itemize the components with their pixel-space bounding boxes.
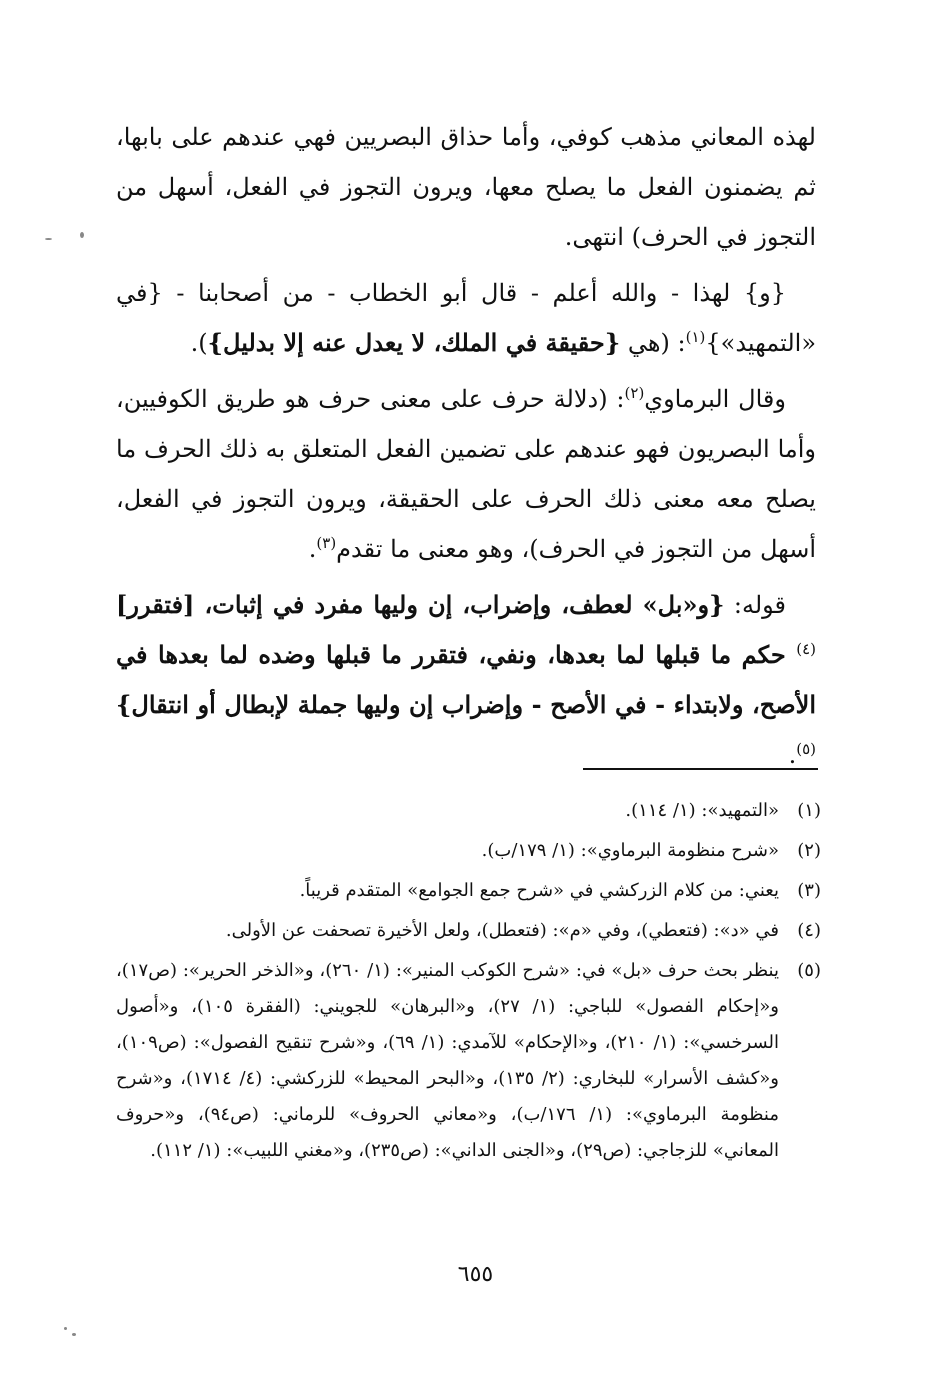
footnote-text: في «د»: (فتعطي)، وفي «م»: (فتعطل)، ولعل الأخيرة تصحفت عن الأولى.: [225, 920, 779, 941]
paragraph-4-part-a: قوله:: [724, 591, 786, 619]
page-number: ٦٥٥: [457, 1262, 494, 1287]
paragraph-3-part-c: .: [308, 535, 317, 563]
footnote-item: [116, 793, 821, 829]
scan-speck: [72, 1333, 76, 1336]
footnotes: [116, 793, 821, 1173]
footnote-number: (٢): [797, 840, 821, 861]
scan-speck: [64, 1327, 67, 1330]
footnote-number: (٥): [797, 960, 821, 981]
footnote-ref-3[interactable]: (٣): [316, 534, 337, 552]
footnote-text: «التمهيد»: (١/ ١١٤).: [625, 800, 779, 821]
footnote-text: ينظر بحث حرف «بل» في: «شرح الكوكب المنير»: (١/ ٢٦٠)، و«الذخر الحرير»: (ص١٧)، و«إحكام الفصول» للباجي: (١/ ٢٧)، و«البرهان» للجويني: (الفقرة ١٠٥)، و«أصول السرخسي»: (١/ ٢١٠)، و«الإحكام» للآمدي: (١/ ٦٩)، و«شرح تنقيح الفصول»: (ص١٠٩)، و«كشف الأسرار» للبخاري: (٢/ ١٣٥)، و«البحر المحيط» للزركشي: (٤/ ١٧١٤)، و«شرح منظومة البرماوي»: (١/ ١٧٦/ب)، و«معاني الحروف» للرماني: (ص٩٤)، و«حروف المعاني» للزجاجي: (ص٢٩)، و«الجنى الداني»: (ص٢٣٥)، و«مغني اللبيب»: (١/ ١١٢).: [116, 960, 780, 1161]
footnote-ref-2[interactable]: (٢): [624, 384, 645, 402]
footnote-number: (٤): [797, 920, 821, 941]
paragraph-3-part-b: : (دلالة حرف على معنى حرف هو طريق الكوفيين، وأما البصريون فهو عندهم على تضمين الفعل المتعلق به ذلك الحرف ما يصلح معه معنى ذلك الحرف على الحقيقة، ويرون التجوز في الفعل، أسهل من التجوز في الحرف)، وهو معنى ما تقدم: [116, 385, 816, 563]
paragraph-4-bold-1: {و«بل» لعطف، وإضراب، إن وليها مفرد في إثبات، [فتقرر]: [116, 590, 725, 619]
footnote-ref-4[interactable]: (٤): [796, 640, 816, 658]
paragraph-2-part-a: {و} لهذا - والله أعلم - قال أبو الخطاب - من أصحابنا - {في «التمهيد»}: [116, 279, 816, 357]
footnote-ref-5[interactable]: (٥): [796, 740, 816, 758]
paragraph-2-bold: {حقيقة في الملك، لا يعدل عنه إلا بدليل}: [207, 328, 621, 357]
footnote-ref-1[interactable]: (١): [685, 328, 706, 346]
footnote-number: (٣): [797, 880, 821, 901]
paragraph-3-part-a: وقال البرماوي: [644, 385, 786, 413]
paragraph-2-part-c: ).: [190, 329, 208, 357]
footnote-number: (١): [797, 800, 821, 821]
paragraph-2: [116, 268, 816, 368]
paragraph-4: [116, 580, 816, 780]
footnote-item: [116, 913, 821, 949]
scan-speck: [80, 232, 84, 238]
paragraph-4-bold-2: حكم ما قبلها لما بعدها، ونفي، فتقرر ما قبلها وضده لما بعدها في الأصح، ولابتداء - في الأصح - وإضراب إن وليها جملة لإبطال أو انتقال}: [116, 640, 816, 719]
footnote-text: يعني: من كلام الزركشي في «شرح جمع الجوامع» المتقدم قريباً.: [299, 880, 779, 901]
paragraph-3: [116, 374, 816, 574]
paragraph-4-part-c: .: [788, 741, 797, 769]
footnote-separator: [583, 768, 818, 770]
paragraph-1: لهذه المعاني مذهب كوفي، وأما حذاق البصريين فهي عندهم على بابها، ثم يضمنون الفعل ما يصلح معها، ويرون التجوز في الفعل، أسهل من التجوز في الحرف) انتهى.: [116, 123, 816, 251]
footnote-item: [116, 833, 821, 869]
scan-speck: [45, 238, 52, 240]
footnote-text: «شرح منظومة البرماوي»: (١/ ١٧٩/ب).: [481, 840, 779, 861]
footnote-item: [116, 873, 821, 909]
footnote-item: [116, 953, 821, 1169]
paragraph-2-part-b: : (هي: [620, 329, 686, 357]
main-text: [116, 112, 816, 786]
